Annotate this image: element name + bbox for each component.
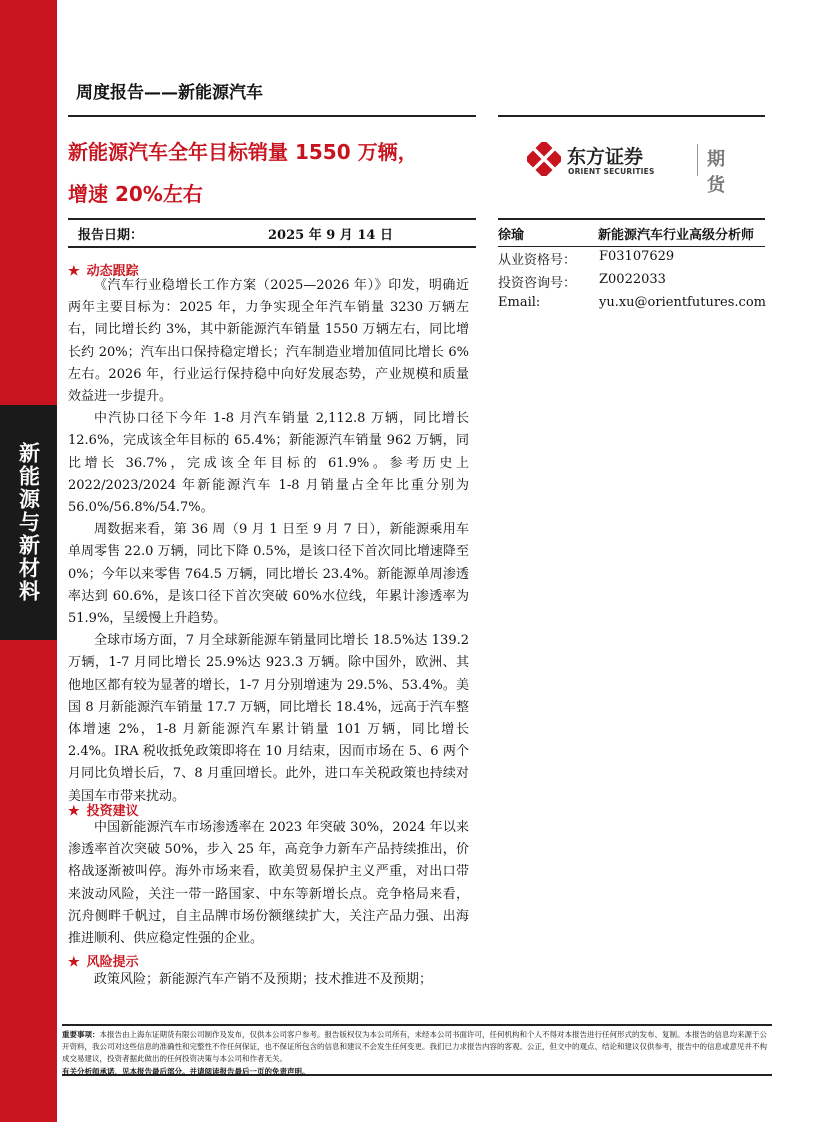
- paragraph: 《汽车行业稳增长工作方案（2025—2026 年）》印发，明确近两年主要目标为：2025 年，力争实现全年汽车销量 3230 万辆左右，同比增长约 3%，其中新能源汽车销量 1550 万辆左右，同比增长约 20%；汽车出口保持稳定增长；汽车制造业增加值同比增长 6%左右。2026 年，行业运行保持稳中向好发展态势，产业规模和质量效益进一步提升。: [68, 278, 469, 405]
- section-heading-risk: ★ 风险提示: [68, 955, 139, 970]
- star-icon: ★: [68, 804, 80, 819]
- report-type: 周度报告——新能源汽车: [76, 83, 263, 103]
- section-heading-dynamic: ★ 动态跟踪: [68, 264, 139, 279]
- paragraph: 周数据来看，第 36 周（9 月 1 日至 9 月 7 日），新能源乘用车单周零售 22.0 万辆，同比下降 0.5%，是该口径下首次同比增速降至 0%；今年以来零售 764.5 万辆，同比增长 23.4%。新能源单周渗透率达到 60.6%，是该口径下首次突破 60%水位线，年累计渗透率为 51.9%，呈缓慢上升趋势。: [68, 522, 469, 627]
- logo-suffix: 期货: [707, 149, 725, 196]
- category-label: 新能源与新材料: [16, 442, 41, 603]
- logo-name-cn: 东方证券: [567, 146, 644, 168]
- email-link[interactable]: yu.xu@orientfutures.com: [599, 295, 766, 310]
- paragraph: 中汽协口径下今年 1-8 月汽车销量 2,112.8 万辆，同比增长 12.6%，完成该全年目标的 65.4%；新能源汽车销量 962 万辆，同比增长 36.7%，完成该全年目标的 61.9%。参考历史上 2022/2023/2024 年新能源汽车 1-8 月销量占全年比重分别为 56.0%/56.8%/54.7%。: [68, 411, 469, 516]
- header-rule-right: [498, 115, 765, 117]
- analyst-info-row: [498, 295, 766, 310]
- star-icon: ★: [68, 955, 80, 970]
- investment-advice-body: [68, 817, 469, 950]
- header-rule-left: [68, 115, 476, 117]
- paragraph: 政策风险；新能源汽车产销不及预期；技术推进不及预期；: [94, 972, 433, 987]
- report-date-label: 报告日期：: [78, 228, 144, 243]
- info-value: F03107629: [599, 249, 675, 264]
- analyst-info-row: [498, 249, 675, 268]
- disclaimer: [62, 1024, 772, 1076]
- paragraph: 全球市场方面，7 月全球新能源车销量同比增长 18.5%达 139.2 万辆，1-7 月同比增长 25.9%达 923.3 万辆。除中国外，欧洲、其他地区都有较为显著的增长，1-7 月分别增速为 29.5%、53.4%。美国 8 月新能源汽车销量 17.7 万辆，同比增长 18.4%，远高于汽车整体增速 2%，1-8 月新能源汽车累计销量 101 万辆，同比增长 2.4%。IRA 税收抵免政策即将在 10 月结束，因而市场在 5、6 两个月同比负增长后，7、8 月重回增长。此外，进口车关税政策也持续对美国车市带来扰动。: [68, 633, 469, 804]
- report-date-value: 2025 年 9 月 14 日: [268, 228, 393, 243]
- section-heading-advice: ★ 投资建议: [68, 804, 139, 819]
- company-logo: [527, 140, 737, 196]
- orient-securities-logo-icon: [527, 142, 561, 176]
- analyst-header: [498, 218, 765, 247]
- report-title-line1: 新能源汽车全年目标销量 1550 万辆，: [68, 140, 418, 164]
- star-icon: ★: [68, 264, 80, 279]
- disclaimer-footer: 有关分析师承诺，见本报告最后部分。并请阅读报告最后一页的免责声明。: [62, 1067, 310, 1076]
- analyst-name: 徐瑜: [498, 228, 525, 243]
- info-value: Z0022033: [599, 272, 666, 287]
- info-label: 从业资格号：: [498, 253, 577, 268]
- report-title-line2: 增速 20%左右: [68, 182, 203, 206]
- risk-body: [68, 969, 469, 991]
- disclaimer-label: 重要事项：: [62, 1030, 100, 1039]
- logo-divider: [697, 144, 698, 176]
- logo-name-en: ORIENT SECURITIES: [568, 167, 655, 176]
- info-label: Email:: [498, 295, 541, 310]
- analyst-info-row: [498, 272, 666, 291]
- disclaimer-text: 本报告由上海东证期货有限公司制作及发布，仅供本公司客户参考。报告版权仅为本公司所有，未经本公司书面许可，任何机构和个人不得对本报告进行任何形式的发布、复制。本报告的信息均来源于公开资料，我公司对这些信息的准确性和完整性不作任何保证，也不保证所包含的信息和建议不会发生任何变更。我们已力求报告内容的客观、公正，但文中的观点、结论和建议仅供参考，报告中的信息或意见并不构成交易建议，投资者据此做出的任何投资决策与本公司和作者无关。: [62, 1030, 767, 1063]
- category-side-tab: [0, 405, 57, 640]
- analyst-title: 新能源汽车行业高级分析师: [598, 228, 755, 243]
- info-label: 投资咨询号：: [498, 276, 577, 291]
- paragraph: 中国新能源汽车市场渗透率在 2023 年突破 30%，2024 年以来渗透率首次突破 50%，步入 25 年，高竞争力新车产品持续推出，价格战逐渐被叫停。海外市场来看，欧美贸易保护主义严重，对出口带来波动风险，关注一带一路国家、中东等新增长点。竞争格局来看，沉舟侧畔千帆过，自主品牌市场份额继续扩大，关注产品力强、出海推进顺利、供应稳定性强的企业。: [68, 820, 469, 947]
- dynamic-tracking-body: [68, 275, 469, 808]
- report-date-bar: [68, 218, 476, 248]
